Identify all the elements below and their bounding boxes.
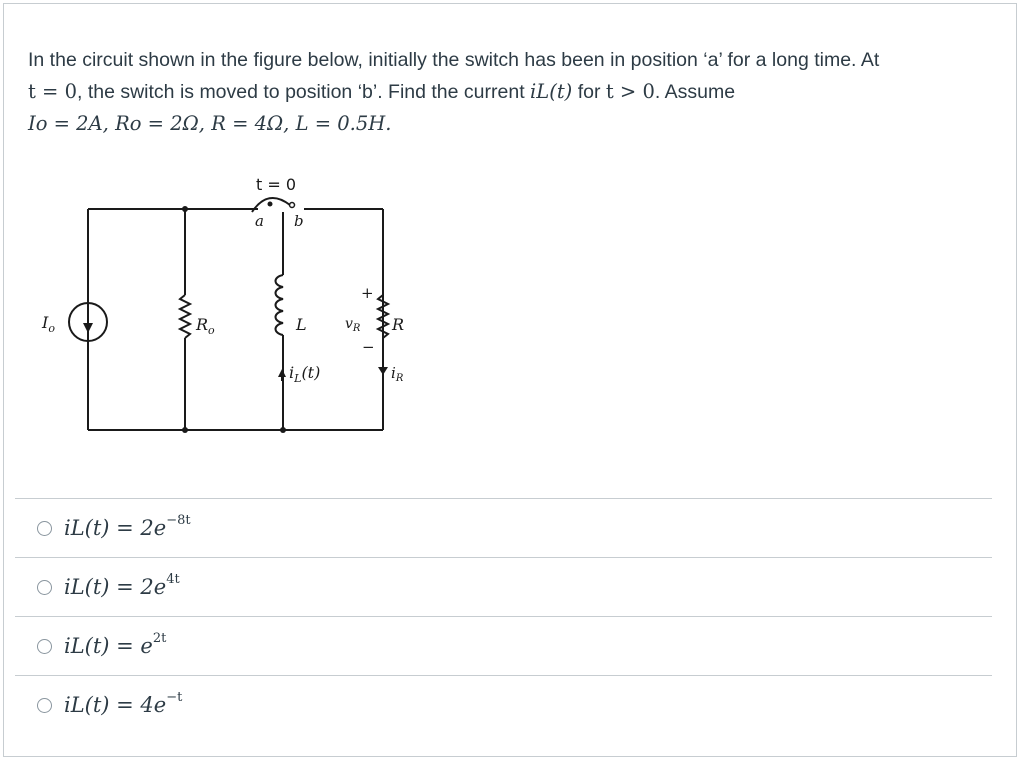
time-range: t > 0 xyxy=(605,80,655,103)
question-text xyxy=(28,44,988,140)
time-condition: t = 0 xyxy=(28,80,77,103)
answer-radio[interactable] xyxy=(37,639,52,654)
source-label: $I_o$ xyxy=(42,313,55,335)
answer-option[interactable] xyxy=(15,616,992,675)
question-line-2 xyxy=(28,76,988,108)
answer-text: $iL(t) = 4e^{-t}$ xyxy=(64,690,183,717)
question-line-1: In the circuit shown in the figure below, initially the switch has been in position ‘a’ for a long time. At xyxy=(28,49,880,71)
question-for: for xyxy=(572,81,606,103)
answer-option[interactable] xyxy=(15,557,992,616)
current-symbol: iL(t) xyxy=(530,80,573,103)
vr-label: $v_R$ xyxy=(345,316,361,334)
answer-text: $iL(t) = 2e^{-8t}$ xyxy=(64,513,191,540)
resistor-label: R xyxy=(392,315,405,334)
switch-pos-a: a xyxy=(255,212,264,230)
answer-option[interactable] xyxy=(15,498,992,557)
vr-plus: + xyxy=(361,284,374,302)
answer-text: $iL(t) = e^{2t}$ xyxy=(64,631,167,658)
answer-option[interactable] xyxy=(15,675,992,734)
vr-minus: − xyxy=(362,338,375,356)
answer-radio[interactable] xyxy=(37,698,52,713)
answer-radio[interactable] xyxy=(37,580,52,595)
il-label: $i_L(t)$ xyxy=(289,363,321,385)
answer-text: $iL(t) = 2e^{4t}$ xyxy=(64,572,180,599)
answer-list xyxy=(15,498,992,734)
given-values: Io = 2A, Ro = 2Ω, R = 4Ω, L = 0.5H. xyxy=(28,112,392,135)
inductor-label: L xyxy=(296,315,307,334)
question-assume: . Assume xyxy=(654,81,736,103)
answer-radio[interactable] xyxy=(37,521,52,536)
question-line-2-text: , the switch is moved to position ‘b’. Find the current xyxy=(76,81,531,103)
switch-time-label: t = 0 xyxy=(256,175,297,194)
ro-label: $R_o$ xyxy=(196,315,215,337)
switch-pos-b: b xyxy=(294,212,304,230)
ir-label: $i_R$ xyxy=(391,364,404,384)
